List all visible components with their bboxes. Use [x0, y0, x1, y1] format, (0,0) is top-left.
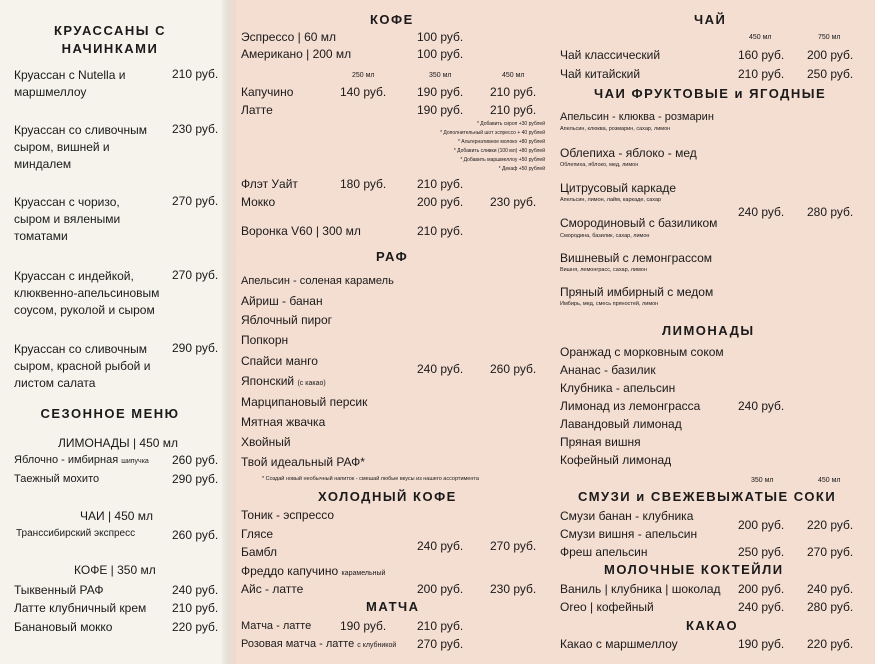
matcha-item-2-price-450: 270 руб. [417, 637, 464, 651]
raf-item-9: Хвойный [241, 435, 291, 449]
americano-name: Американо | 200 мл [241, 47, 352, 61]
cold-coffee-title: ХОЛОДНЫЙ КОФЕ [318, 489, 457, 504]
fruit-tea-4-desc: Смородина, базилик, сахар, лимон [560, 233, 650, 239]
latte-price-450: 210 руб. [490, 103, 537, 117]
croissant-item-1-name: Круассан с Nutella и маршмеллоу [14, 68, 126, 99]
matcha-title: МАТЧА [366, 599, 420, 614]
seasonal-tea-1: Транссибирский экспресс [16, 528, 136, 539]
smoothie-size-350: 350 мл [751, 477, 774, 484]
matcha-item-1: Матча - латте [241, 620, 312, 632]
milkshake-item-1: Ваниль | клубника | шоколад [560, 582, 721, 596]
coffee-size-250: 250 мл [352, 72, 375, 79]
ice-latte-name: Айс - латте [241, 582, 304, 596]
seasonal-coffee-3-price: 220 руб. [172, 620, 219, 634]
cold-coffee-price-350: 240 руб. [417, 539, 464, 553]
mocha-price-350: 200 руб. [417, 195, 464, 209]
latte-name: Латте [241, 103, 273, 117]
lemonade-item-7: Кофейный лимонад [560, 453, 672, 467]
fruit-tea-3-desc: Апельсин, лимон, лайм, каркаде, сахар [560, 197, 662, 203]
americano-price: 100 руб. [417, 47, 464, 61]
lemonade-item-6: Пряная вишня [560, 435, 641, 449]
v60-name: Воронка V60 | 300 мл [241, 224, 361, 238]
smoothie-item-3-price-450: 270 руб. [807, 545, 854, 559]
fruit-tea-6-name: Пряный имбирный с медом [560, 285, 714, 299]
cocoa-item-1: Какао с маршмеллоу [560, 637, 678, 651]
tea-classic-name: Чай классический [560, 48, 661, 62]
seasonal-coffee-1: Тыквенный РАФ [14, 583, 104, 597]
fruit-tea-5-desc: Вишня, лемонграсс, сахар, лимон [560, 267, 647, 273]
fruit-tea-1-desc: Апельсин, клюква, розмарин, сахар, лимон [560, 126, 671, 132]
milkshake-item-2: Oreo | кофейный [560, 600, 654, 614]
espresso-price: 100 руб. [417, 30, 464, 44]
flat-white-price-250: 180 руб. [340, 177, 387, 191]
croissant-item-2-name: Круассан со сливочным сыром, вишней и миндалем [14, 123, 147, 171]
cappuccino-price-250: 140 руб. [340, 85, 387, 99]
flat-white-price-350: 210 руб. [417, 177, 464, 191]
lemonade-price: 240 руб. [738, 399, 785, 413]
v60-price: 210 руб. [417, 224, 464, 238]
tea-chinese-name: Чай китайский [560, 67, 641, 81]
croissant-item-3-name: Круассан с чоризо, сыром и вялеными томатами [14, 195, 121, 243]
smoothie-item-3: Фреш апельсин [560, 545, 648, 559]
croissant-item-4-price: 270 руб. [172, 268, 219, 282]
seasonal-lemonade-2: Таежный мохито [14, 473, 100, 485]
fruit-tea-2-desc: Облепиха, яблоко, мед, лимон [560, 162, 639, 168]
raf-item-6: Японский (с какао) [241, 374, 326, 388]
croissants-title: КРУАССАНЫ С НАЧИНКАМИ [53, 23, 167, 56]
lemonades-title: ЛИМОНАДЫ [662, 323, 755, 338]
raf-item-4: Попкорн [241, 333, 289, 347]
seasonal-coffee-header: КОФЕ | 350 мл [74, 563, 156, 577]
seasonal-coffee-3: Банановый мокко [14, 620, 113, 634]
croissant-item-5-name: Круассан со сливочным сыром, красной рыбой и листом салата [14, 342, 151, 390]
croissant-item-3-price: 270 руб. [172, 194, 219, 208]
fruit-tea-5-name: Вишневый с лемонграссом [560, 251, 713, 265]
smoothie-group-price-350: 200 руб. [738, 518, 785, 532]
mocha-name: Мокко [241, 195, 276, 209]
croissant-item-4-name: Круассан с индейкой, клюквенно-апельсиновым соусом, руколой и сыром [14, 269, 160, 317]
tea-size-750: 750 мл [818, 34, 841, 41]
seasonal-coffee-2: Латте клубничный крем [14, 601, 147, 615]
coffee-note-3: * Альтернативное молоко +80 рублей [457, 139, 545, 145]
milkshake-item-1-price-450: 240 руб. [807, 582, 854, 596]
fruit-tea-3-name: Цитрусовый каркаде [560, 181, 677, 195]
cold-coffee-item-1: Тоник - эспрессо [241, 508, 335, 522]
tea-chinese-price-450: 210 руб. [738, 67, 785, 81]
raf-price-350: 240 руб. [417, 362, 464, 376]
raf-item-10: Твой идеальный РАФ* [241, 455, 365, 469]
seasonal-lemonades-header: ЛИМОНАДЫ | 450 мл [58, 436, 179, 450]
fruit-tea-price-750: 280 руб. [807, 205, 854, 219]
fruit-tea-2-name: Облепиха - яблоко - мед [560, 146, 697, 160]
lemonade-item-4: Лимонад из лемонграсса [560, 399, 701, 413]
coffee-note-4: * Добавить сливки (100 мл) +80 рублей [453, 148, 545, 154]
cold-coffee-price-450: 270 руб. [490, 539, 537, 553]
cappuccino-price-450: 210 руб. [490, 85, 537, 99]
raf-item-2: Айриш - банан [241, 294, 323, 308]
smoothie-item-1: Смузи банан - клубника [560, 509, 694, 523]
flat-white-name: Флэт Уайт [241, 177, 298, 191]
lemonade-item-2: Ананас - базилик [560, 363, 656, 377]
raf-item-1: Апельсин - соленая карамель [241, 275, 394, 287]
tea-size-450: 450 мл [749, 34, 772, 41]
fruit-tea-4-name: Смородиновый с базиликом [560, 216, 718, 230]
fruit-tea-title: ЧАИ ФРУКТОВЫЕ и ЯГОДНЫЕ [594, 86, 827, 101]
milkshake-item-1-price-350: 200 руб. [738, 582, 785, 596]
matcha-item-1-price-350: 190 руб. [340, 619, 387, 633]
smoothie-item-3-price-350: 250 руб. [738, 545, 785, 559]
raf-footnote: * Создай новый необычный напиток - смешай любые вкусы из нашего ассортимента [262, 476, 479, 482]
raf-item-8: Мятная жвачка [241, 415, 326, 429]
fruit-tea-6-desc: Имбирь, мед, смесь пряностей, лимон [560, 301, 659, 307]
smoothies-title: СМУЗИ и СВЕЖЕВЫЖАТЫЕ СОКИ [578, 489, 837, 504]
fruit-tea-price-450: 240 руб. [738, 205, 785, 219]
smoothie-size-450: 450 мл [818, 477, 841, 484]
seasonal-lemonade-1-price: 260 руб. [172, 453, 219, 467]
tea-classic-price-450: 160 руб. [738, 48, 785, 62]
milkshake-item-2-price-450: 280 руб. [807, 600, 854, 614]
tea-title: ЧАЙ [694, 12, 727, 27]
espresso-name: Эспрессо | 60 мл [241, 30, 336, 44]
coffee-size-350: 350 мл [429, 72, 452, 79]
cocoa-title: КАКАО [686, 618, 739, 633]
cocoa-item-1-price-350: 190 руб. [738, 637, 785, 651]
seasonal-title: СЕЗОННОЕ МЕНЮ [40, 406, 180, 421]
cocoa-item-1-price-450: 220 руб. [807, 637, 854, 651]
lemonade-item-1: Оранжад с морковным соком [560, 345, 724, 359]
cappuccino-price-350: 190 руб. [417, 85, 464, 99]
matcha-item-2: Розовая матча - латте с клубникой [241, 638, 397, 650]
seasonal-coffee-1-price: 240 руб. [172, 583, 219, 597]
smoothie-group-price-450: 220 руб. [807, 518, 854, 532]
ice-latte-price-450: 230 руб. [490, 582, 537, 596]
coffee-note-6: * Декаф +50 рублей [498, 166, 545, 172]
croissant-item-1-price: 210 руб. [172, 67, 219, 81]
raf-item-3: Яблочный пирог [241, 313, 333, 327]
torn-paper-edge [222, 0, 236, 664]
tea-chinese-price-750: 250 руб. [807, 67, 854, 81]
cappuccino-name: Капучино [241, 85, 294, 99]
cold-coffee-item-2: Глясе [241, 527, 273, 541]
milkshakes-title: МОЛОЧНЫЕ КОКТЕЙЛИ [604, 562, 784, 577]
raf-item-7: Марципановый персик [241, 395, 368, 409]
seasonal-teas-header: ЧАИ | 450 мл [80, 509, 154, 523]
croissant-item-2-price: 230 руб. [172, 122, 219, 136]
coffee-size-450: 450 мл [502, 72, 525, 79]
ice-latte-price-350: 200 руб. [417, 582, 464, 596]
tea-classic-price-750: 200 руб. [807, 48, 854, 62]
coffee-title: КОФЕ [370, 12, 414, 27]
coffee-note-1: * Добавить сироп +30 рублей [476, 121, 545, 127]
raf-title: РАФ [376, 249, 409, 264]
raf-item-5: Спайси манго [241, 354, 318, 368]
seasonal-lemonade-1: Яблочно - имбирная шипучка [14, 454, 149, 466]
matcha-item-1-price-450: 210 руб. [417, 619, 464, 633]
fruit-tea-1-name: Апельсин - клюква - розмарин [560, 111, 714, 123]
smoothie-item-2: Смузи вишня - апельсин [560, 527, 698, 541]
lemonade-item-3: Клубника - апельсин [560, 381, 676, 395]
seasonal-tea-1-price: 260 руб. [172, 528, 219, 542]
seasonal-lemonade-2-price: 290 руб. [172, 472, 219, 486]
lemonade-item-5: Лавандовый лимонад [560, 417, 682, 431]
mocha-price-450: 230 руб. [490, 195, 537, 209]
coffee-note-2: * Дополнительный шот эспрессо + 40 рублей [440, 130, 545, 136]
milkshake-item-2-price-350: 240 руб. [738, 600, 785, 614]
croissant-item-5-price: 290 руб. [172, 341, 219, 355]
seasonal-coffee-2-price: 210 руб. [172, 601, 219, 615]
raf-price-450: 260 руб. [490, 362, 537, 376]
cold-coffee-item-4: Фреддо капучино карамельный [241, 564, 386, 578]
cold-coffee-item-3: Бамбл [241, 545, 277, 559]
latte-price-350: 190 руб. [417, 103, 464, 117]
coffee-note-5: * Добавить маршмеллоу +50 рублей [460, 157, 545, 163]
